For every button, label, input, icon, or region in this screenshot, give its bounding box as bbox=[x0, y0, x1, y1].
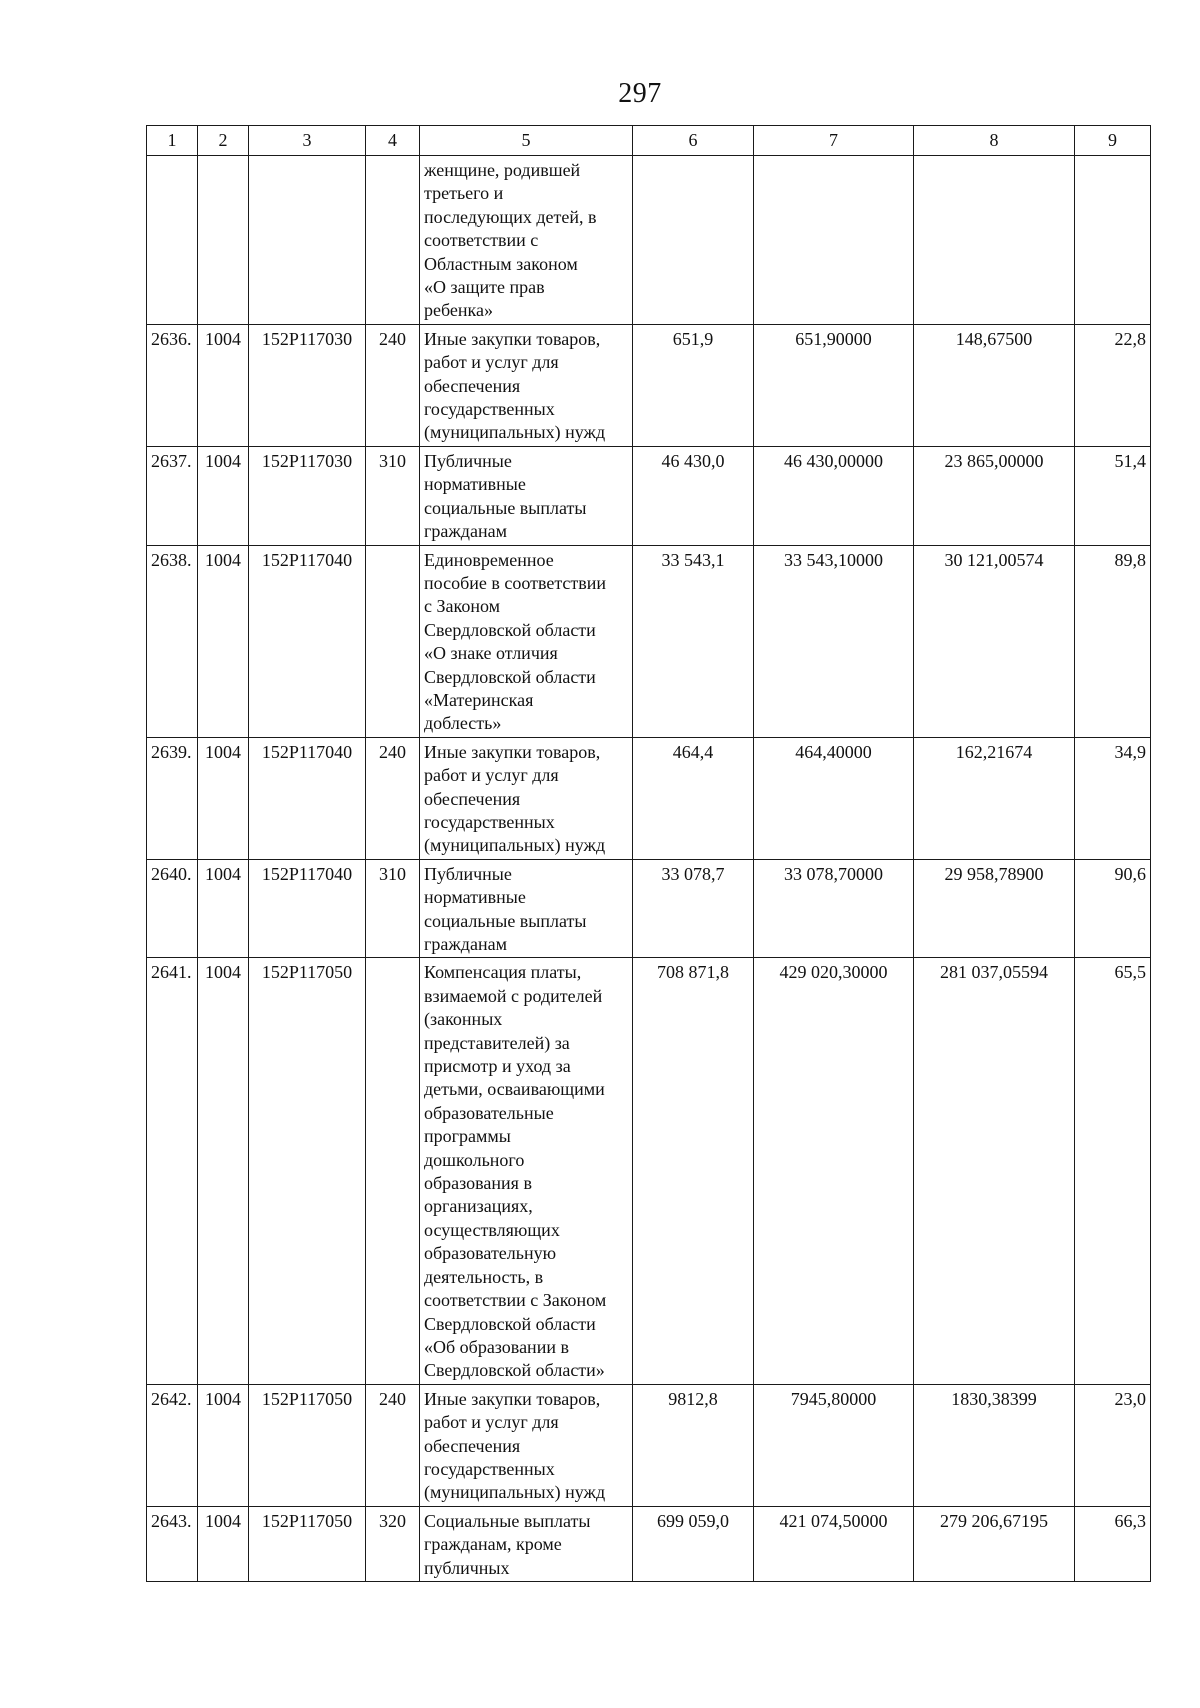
budget-table bbox=[146, 125, 1151, 1582]
executed-amount: 29 958,78900 bbox=[914, 859, 1075, 958]
executed-amount: 279 206,67195 bbox=[914, 1506, 1075, 1581]
article-code: 152P117030 bbox=[249, 446, 366, 545]
article-code: 152P117050 bbox=[249, 1506, 366, 1581]
article-code: 152P117050 bbox=[249, 958, 366, 1384]
col-header-8: 8 bbox=[914, 126, 1075, 156]
section-code: 1004 bbox=[198, 446, 249, 545]
col-header-3: 3 bbox=[249, 126, 366, 156]
article-code bbox=[249, 156, 366, 325]
section-code: 1004 bbox=[198, 859, 249, 958]
header-row bbox=[147, 126, 1151, 156]
table-row bbox=[147, 156, 1151, 325]
planned-amount: 421 074,50000 bbox=[754, 1506, 914, 1581]
col-header-7: 7 bbox=[754, 126, 914, 156]
col-header-2: 2 bbox=[198, 126, 249, 156]
row-number: 2643. bbox=[147, 1506, 198, 1581]
execution-percent bbox=[1075, 156, 1151, 325]
row-number: 2642. bbox=[147, 1384, 198, 1506]
col-header-5: 5 bbox=[420, 126, 633, 156]
approved-amount: 708 871,8 bbox=[633, 958, 754, 1384]
planned-amount: 46 430,00000 bbox=[754, 446, 914, 545]
execution-percent: 89,8 bbox=[1075, 545, 1151, 737]
approved-amount: 46 430,0 bbox=[633, 446, 754, 545]
expense-type-code: 240 bbox=[366, 1384, 420, 1506]
item-name: Иные закупки товаров, работ и услуг для обеспечения государственных (муниципальных) нужд bbox=[420, 1384, 633, 1506]
planned-amount bbox=[754, 156, 914, 325]
col-header-1: 1 bbox=[147, 126, 198, 156]
execution-percent: 90,6 bbox=[1075, 859, 1151, 958]
row-number: 2638. bbox=[147, 545, 198, 737]
planned-amount: 464,40000 bbox=[754, 737, 914, 859]
item-name: Социальные выплаты гражданам, кроме публичных bbox=[420, 1506, 633, 1581]
section-code: 1004 bbox=[198, 545, 249, 737]
planned-amount: 429 020,30000 bbox=[754, 958, 914, 1384]
table-row bbox=[147, 324, 1151, 446]
execution-percent: 65,5 bbox=[1075, 958, 1151, 1384]
planned-amount: 33 543,10000 bbox=[754, 545, 914, 737]
col-header-9: 9 bbox=[1075, 126, 1151, 156]
section-code bbox=[198, 156, 249, 325]
approved-amount: 651,9 bbox=[633, 324, 754, 446]
execution-percent: 51,4 bbox=[1075, 446, 1151, 545]
item-name: женщине, родившей третьего и последующих детей, в соответствии с Областным законом «О защите прав ребенка» bbox=[420, 156, 633, 325]
approved-amount: 464,4 bbox=[633, 737, 754, 859]
col-header-6: 6 bbox=[633, 126, 754, 156]
executed-amount: 148,67500 bbox=[914, 324, 1075, 446]
row-number bbox=[147, 156, 198, 325]
section-code: 1004 bbox=[198, 958, 249, 1384]
item-name: Иные закупки товаров, работ и услуг для обеспечения государственных (муниципальных) нужд bbox=[420, 737, 633, 859]
item-name: Компенсация платы, взимаемой с родителей (законных представителей) за присмотр и уход за детьми, осваивающими образовательные программы дошкольного образования в организациях, осуществляющих образовательную деятельность, в соответствии с Законом Свердловской области «Об образовании в Свердловской области» bbox=[420, 958, 633, 1384]
execution-percent: 22,8 bbox=[1075, 324, 1151, 446]
planned-amount: 7945,80000 bbox=[754, 1384, 914, 1506]
table-row bbox=[147, 446, 1151, 545]
planned-amount: 651,90000 bbox=[754, 324, 914, 446]
section-code: 1004 bbox=[198, 737, 249, 859]
executed-amount: 23 865,00000 bbox=[914, 446, 1075, 545]
execution-percent: 34,9 bbox=[1075, 737, 1151, 859]
table-row bbox=[147, 1384, 1151, 1506]
row-number: 2637. bbox=[147, 446, 198, 545]
executed-amount: 281 037,05594 bbox=[914, 958, 1075, 1384]
execution-percent: 23,0 bbox=[1075, 1384, 1151, 1506]
executed-amount: 30 121,00574 bbox=[914, 545, 1075, 737]
expense-type-code bbox=[366, 958, 420, 1384]
col-header-4: 4 bbox=[366, 126, 420, 156]
row-number: 2639. bbox=[147, 737, 198, 859]
table-row bbox=[147, 958, 1151, 1384]
item-name: Публичные нормативные социальные выплаты гражданам bbox=[420, 446, 633, 545]
row-number: 2636. bbox=[147, 324, 198, 446]
executed-amount: 1830,38399 bbox=[914, 1384, 1075, 1506]
approved-amount: 33 078,7 bbox=[633, 859, 754, 958]
item-name: Публичные нормативные социальные выплаты гражданам bbox=[420, 859, 633, 958]
article-code: 152P117040 bbox=[249, 737, 366, 859]
table-row bbox=[147, 859, 1151, 958]
table-row bbox=[147, 1506, 1151, 1581]
page-number: 297 bbox=[618, 78, 662, 109]
article-code: 152P117050 bbox=[249, 1384, 366, 1506]
article-code: 152P117040 bbox=[249, 859, 366, 958]
section-code: 1004 bbox=[198, 324, 249, 446]
approved-amount: 33 543,1 bbox=[633, 545, 754, 737]
table-row bbox=[147, 545, 1151, 737]
planned-amount: 33 078,70000 bbox=[754, 859, 914, 958]
approved-amount: 9812,8 bbox=[633, 1384, 754, 1506]
row-number: 2641. bbox=[147, 958, 198, 1384]
row-number: 2640. bbox=[147, 859, 198, 958]
expense-type-code: 310 bbox=[366, 446, 420, 545]
approved-amount: 699 059,0 bbox=[633, 1506, 754, 1581]
execution-percent: 66,3 bbox=[1075, 1506, 1151, 1581]
approved-amount bbox=[633, 156, 754, 325]
item-name: Единовременное пособие в соответствии с Законом Свердловской области «О знаке отличия Свердловской области «Материнская доблесть» bbox=[420, 545, 633, 737]
table-row bbox=[147, 737, 1151, 859]
section-code: 1004 bbox=[198, 1384, 249, 1506]
item-name: Иные закупки товаров, работ и услуг для обеспечения государственных (муниципальных) нужд bbox=[420, 324, 633, 446]
expense-type-code: 320 bbox=[366, 1506, 420, 1581]
expense-type-code: 310 bbox=[366, 859, 420, 958]
expense-type-code bbox=[366, 545, 420, 737]
article-code: 152P117040 bbox=[249, 545, 366, 737]
expense-type-code: 240 bbox=[366, 737, 420, 859]
expense-type-code: 240 bbox=[366, 324, 420, 446]
article-code: 152P117030 bbox=[249, 324, 366, 446]
expense-type-code bbox=[366, 156, 420, 325]
executed-amount: 162,21674 bbox=[914, 737, 1075, 859]
section-code: 1004 bbox=[198, 1506, 249, 1581]
executed-amount bbox=[914, 156, 1075, 325]
